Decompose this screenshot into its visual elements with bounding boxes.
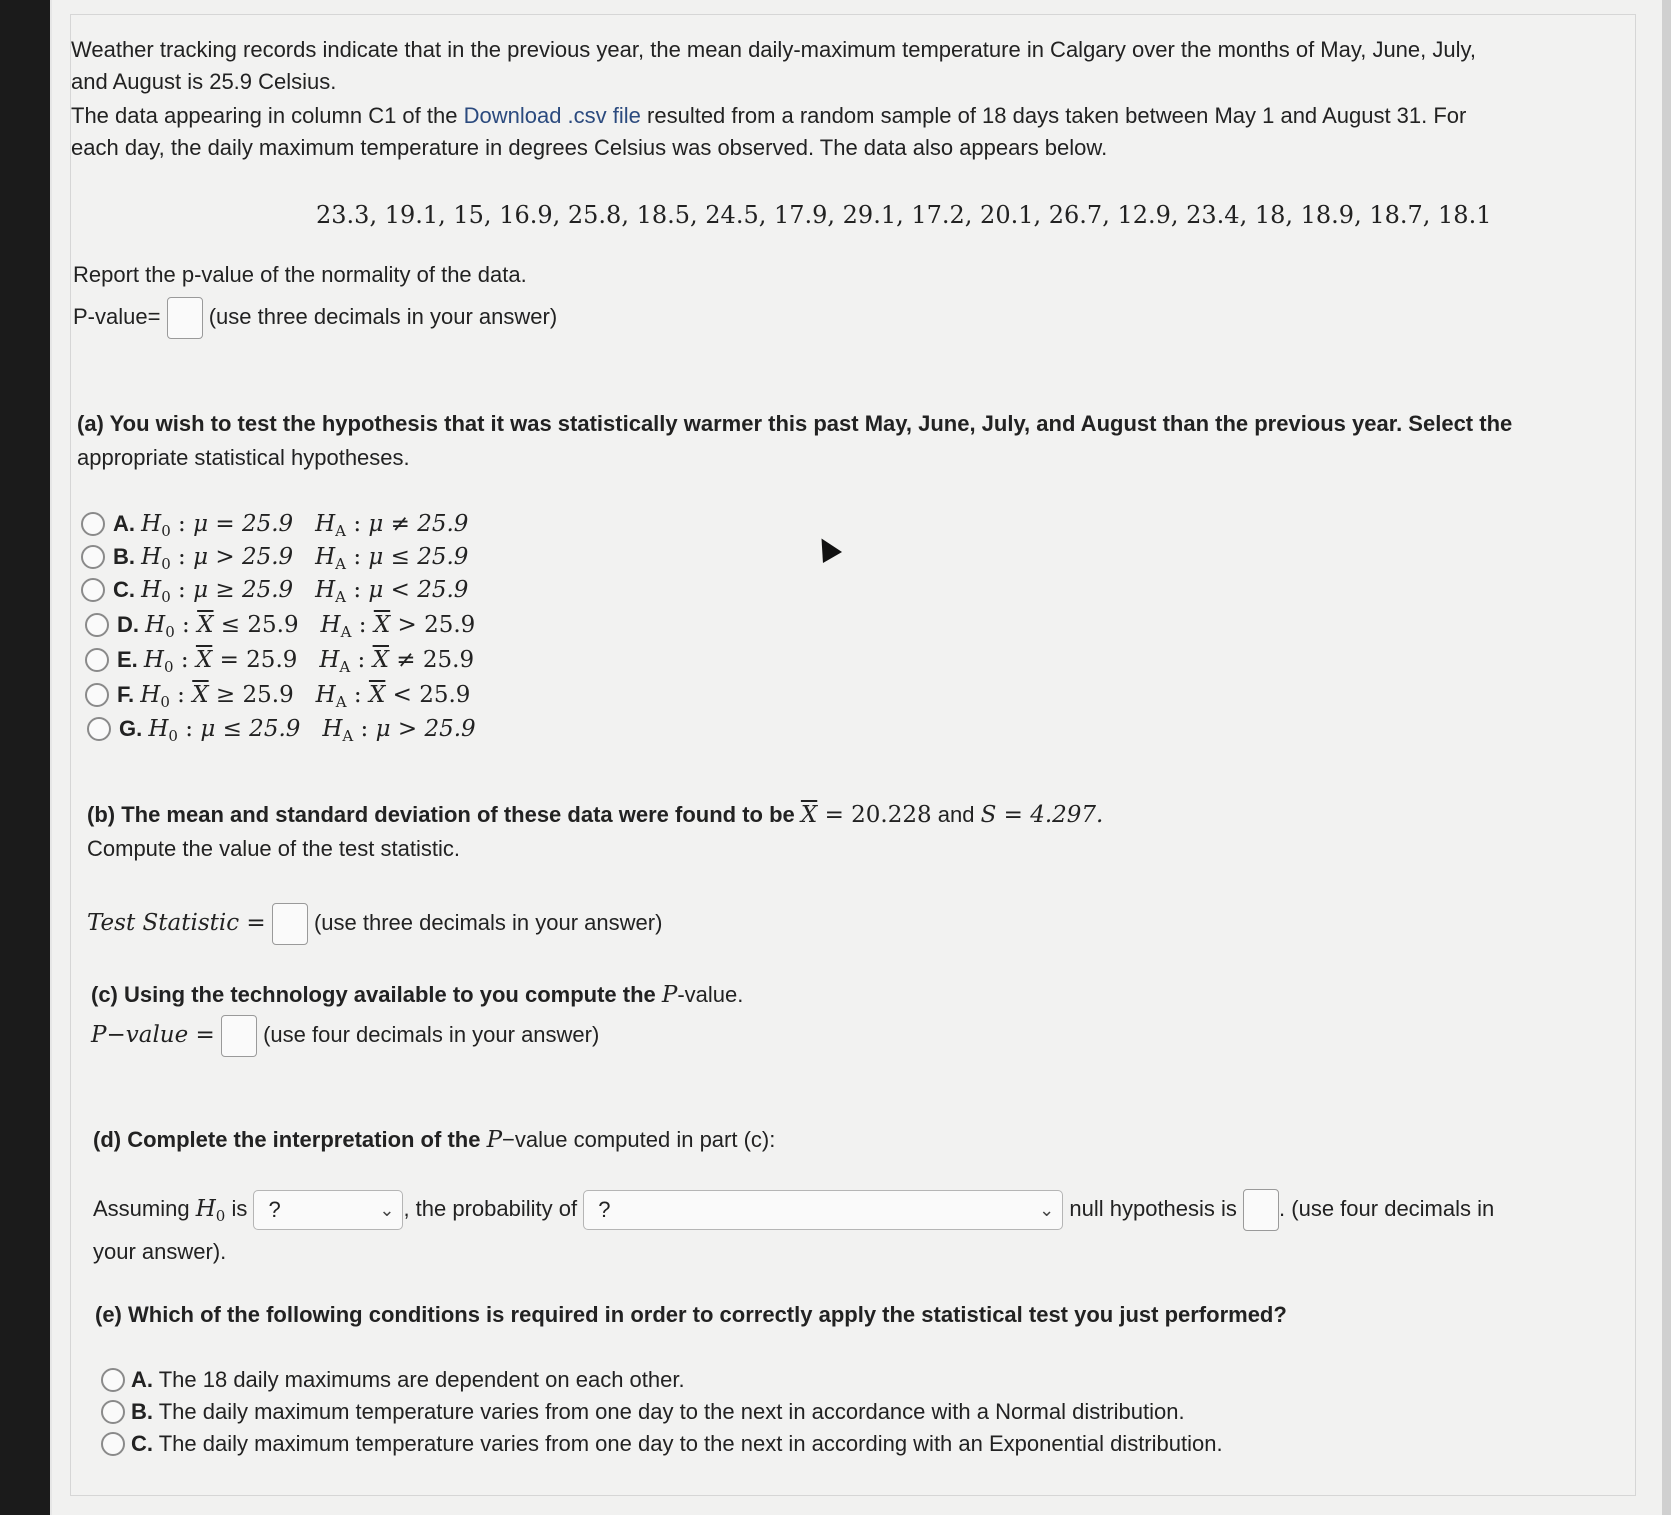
ha-subscript: A [340, 623, 352, 641]
test-statistic-row [87, 901, 662, 945]
option-f-h0: ≥ 25.9 [208, 682, 294, 708]
option-b-h0: μ > 25.9 [193, 544, 294, 570]
colon: : [170, 511, 194, 537]
option-f[interactable] [117, 680, 470, 717]
option-a-h0: μ = 25.9 [193, 511, 294, 537]
h0-symbol: H [143, 647, 164, 673]
option-b-radio[interactable] [81, 545, 105, 569]
part-a-text-1: (a) You wish to test the hypothesis that it was statistically warmer this past May, June, July, and August than the previous year. Select the [77, 411, 1513, 436]
option-e-c-radio[interactable] [101, 1432, 125, 1456]
xbar-symbol: $\overline{X}$ [373, 612, 391, 638]
data-values: 23.3, 19.1, 15, 16.9, 25.8, 18.5, 24.5, 17.9, 29.1, 17.2, 20.1, 26.7, 12.9, 23.4, 18, 18.9, 18.7, 18.1 [316, 201, 1492, 229]
option-f-radio[interactable] [85, 683, 109, 707]
h0-subscript: 0 [161, 522, 171, 540]
intro-line-3-pre: The data appearing in column C1 of the [71, 103, 464, 128]
option-b-ha: μ ≤ 25.9 [368, 544, 469, 570]
option-e-c-text: The daily maximum temperature varies from one day to the next in according with an Exponential distribution. [153, 1431, 1223, 1456]
colon: : [346, 544, 369, 570]
ha-symbol: H [320, 612, 341, 638]
xbar-symbol: $\overline{X}$ [368, 682, 386, 708]
xbar-symbol: $\overline{X}$ [800, 802, 818, 828]
colon: : [177, 716, 201, 742]
h0-subscript: 0 [215, 1207, 226, 1225]
pvalue-label: P−value = [91, 1022, 215, 1048]
chevron-down-icon: ⌄ [1039, 1200, 1055, 1221]
ha-symbol: H [322, 716, 343, 742]
colon: : [353, 716, 376, 742]
colon: : [170, 577, 194, 603]
option-c-h0: μ ≥ 25.9 [193, 577, 294, 603]
intro-line-3-post: resulted from a random sample of 18 days taken between May 1 and August 31. For [640, 103, 1467, 128]
option-e-ha: ≠ 25.9 [388, 647, 475, 673]
colon: : [173, 647, 196, 673]
ha-subscript: A [335, 555, 347, 573]
part-c-line-1 [91, 980, 743, 1010]
option-e-a[interactable] [131, 1365, 685, 1395]
test-statistic-hint: (use three decimals in your answer) [313, 910, 663, 935]
intro-line-2: and August is 25.9 Celsius. [71, 69, 337, 94]
option-e-h0: = 25.9 [212, 647, 298, 673]
part-a-line-2: appropriate statistical hypotheses. [77, 445, 410, 470]
option-c-letter: C. [113, 577, 135, 602]
option-d-radio[interactable] [85, 613, 109, 637]
h0-subscript: 0 [160, 693, 170, 711]
part-d-line-1 [93, 1125, 775, 1155]
colon: : [346, 682, 369, 708]
ha-symbol: H [319, 647, 340, 673]
colon: : [169, 682, 193, 708]
probability-dropdown[interactable] [583, 1190, 1063, 1230]
intro-line-3 [71, 101, 1466, 131]
part-b-line-1 [87, 800, 1103, 830]
colon: : [350, 647, 373, 673]
screen-edge [1661, 0, 1671, 1515]
option-d-h0: ≤ 25.9 [213, 612, 299, 638]
ha-subscript: A [335, 522, 347, 540]
part-d-text-end: −value computed in part (c): [502, 1127, 776, 1152]
question-frame [70, 14, 1636, 1496]
part-e-prompt [95, 1300, 1287, 1330]
dropdown-1-value: ? [268, 1197, 281, 1223]
h0-subscript: 0 [161, 555, 171, 573]
s-value: S = 4.297. [980, 802, 1104, 828]
chevron-down-icon: ⌄ [379, 1200, 395, 1221]
normality-row [73, 295, 557, 339]
option-b-letter: B. [113, 544, 135, 569]
ha-symbol: H [315, 544, 336, 570]
intro-line-4: each day, the daily maximum temperature in degrees Celsius was observed. The data also appears below. [71, 135, 1108, 160]
h0-symbol: H [141, 577, 162, 603]
option-a-letter: A. [113, 511, 135, 536]
h0-subscript: 0 [168, 727, 178, 745]
pvalue-input[interactable] [221, 1015, 257, 1057]
h0-symbol: H [195, 1196, 216, 1222]
h0-symbol: H [140, 682, 161, 708]
probability-input[interactable] [1243, 1189, 1279, 1231]
ha-subscript: A [335, 588, 347, 606]
dropdown-2-value: ? [598, 1197, 611, 1223]
option-a[interactable] [113, 509, 468, 546]
ha-symbol: H [315, 682, 336, 708]
option-e-a-text: The 18 daily maximums are dependent on each other. [153, 1367, 685, 1392]
option-e-c[interactable] [131, 1429, 1223, 1459]
h0-symbol: H [148, 716, 169, 742]
mouse-cursor-icon [812, 533, 842, 563]
ha-symbol: H [315, 577, 336, 603]
normality-hint: (use three decimals in your answer) [208, 304, 558, 329]
option-d-letter: D. [117, 612, 139, 637]
option-c-ha: μ < 25.9 [368, 577, 469, 603]
assuming-text: Assuming [93, 1196, 196, 1221]
ha-symbol: H [315, 511, 336, 537]
xbar-symbol: $\overline{X}$ [197, 612, 214, 638]
normality-label: P-value= [73, 304, 161, 329]
part-b-line-2: Compute the value of the test statistic. [87, 836, 460, 861]
null-hypothesis-text: null hypothesis is [1069, 1196, 1237, 1221]
part-c-text-end: -value. [677, 982, 744, 1007]
option-c[interactable] [113, 575, 468, 612]
h0-subscript: 0 [161, 588, 171, 606]
option-b[interactable] [113, 542, 468, 579]
h0-subscript: 0 [165, 623, 175, 641]
colon: : [346, 511, 369, 537]
option-g[interactable] [119, 714, 476, 751]
option-g-letter: G. [119, 716, 143, 741]
option-e[interactable] [117, 645, 474, 682]
pvalue-row [91, 1013, 599, 1057]
part-b-text: (b) The mean and standard deviation of these data were found to be [87, 802, 801, 827]
ha-subscript: A [342, 727, 354, 745]
option-f-ha: < 25.9 [385, 682, 471, 708]
option-g-radio[interactable] [87, 717, 111, 741]
option-c-radio[interactable] [81, 578, 105, 602]
option-d[interactable] [117, 610, 475, 647]
colon: : [174, 612, 198, 638]
part-e-text: (e) Which of the following conditions is required in order to correctly apply the statistical test you just performed? [95, 1302, 1287, 1327]
h0-symbol: H [145, 612, 166, 638]
p-symbol: P [486, 1127, 503, 1153]
is-text: is [225, 1196, 248, 1221]
normality-pvalue-input[interactable] [167, 297, 203, 339]
option-a-ha: μ ≠ 25.9 [368, 511, 469, 537]
p-symbol: P [661, 982, 678, 1008]
ha-subscript: A [339, 658, 351, 676]
pvalue-hint: (use four decimals in your answer) [263, 1022, 600, 1047]
option-e-letter: E. [117, 647, 138, 672]
colon: : [346, 577, 369, 603]
interpretation-hint-line-2: your answer). [93, 1239, 227, 1264]
h0-symbol: H [141, 544, 162, 570]
probability-hint: . (use four decimals in [1279, 1196, 1495, 1221]
option-e-radio[interactable] [85, 648, 109, 672]
normality-prompt: Report the p-value of the normality of the data. [73, 262, 527, 287]
h0-status-dropdown[interactable] [253, 1190, 403, 1230]
option-f-letter: F. [117, 682, 135, 707]
option-e-b[interactable] [131, 1397, 1185, 1427]
xbar-symbol: $\overline{X}$ [192, 682, 209, 708]
probability-text: , the probability of [403, 1196, 578, 1221]
part-a-line-1 [77, 409, 1512, 439]
question-panel [52, 0, 1662, 1515]
xbar-symbol: $\overline{X}$ [372, 647, 389, 673]
intro-line-1: Weather tracking records indicate that in the previous year, the mean daily-maximum temperature in Calgary over the months of May, June, July, [71, 37, 1476, 62]
option-e-c-letter: C. [131, 1431, 153, 1456]
colon: : [170, 544, 194, 570]
screen-bezel [0, 0, 50, 1515]
part-c-text: (c) Using the technology available to you compute the [91, 982, 662, 1007]
option-g-ha: μ > 25.9 [375, 716, 476, 742]
h0-subscript: 0 [163, 658, 174, 676]
interpretation-row [93, 1187, 1494, 1238]
option-a-radio[interactable] [81, 512, 105, 536]
option-e-b-letter: B. [131, 1399, 153, 1424]
part-d-text: (d) Complete the interpretation of the [93, 1127, 487, 1152]
option-e-a-radio[interactable] [101, 1368, 125, 1392]
colon: : [351, 612, 374, 638]
test-statistic-input[interactable] [272, 903, 308, 945]
option-e-b-radio[interactable] [101, 1400, 125, 1424]
xbar-value: = 20.228 [824, 802, 932, 828]
download-csv-link[interactable]: Download .csv file [463, 103, 641, 128]
option-d-ha: > 25.9 [390, 612, 476, 638]
option-g-h0: μ ≤ 25.9 [200, 716, 301, 742]
option-e-b-text: The daily maximum temperature varies from one day to the next in accordance with a Normal distribution. [153, 1399, 1185, 1424]
ha-subscript: A [335, 693, 347, 711]
h0-symbol: H [141, 511, 162, 537]
and-text: and [931, 802, 981, 827]
xbar-symbol: $\overline{X}$ [195, 647, 213, 673]
test-statistic-label: Test Statistic = [87, 910, 266, 936]
option-e-a-letter: A. [131, 1367, 153, 1392]
